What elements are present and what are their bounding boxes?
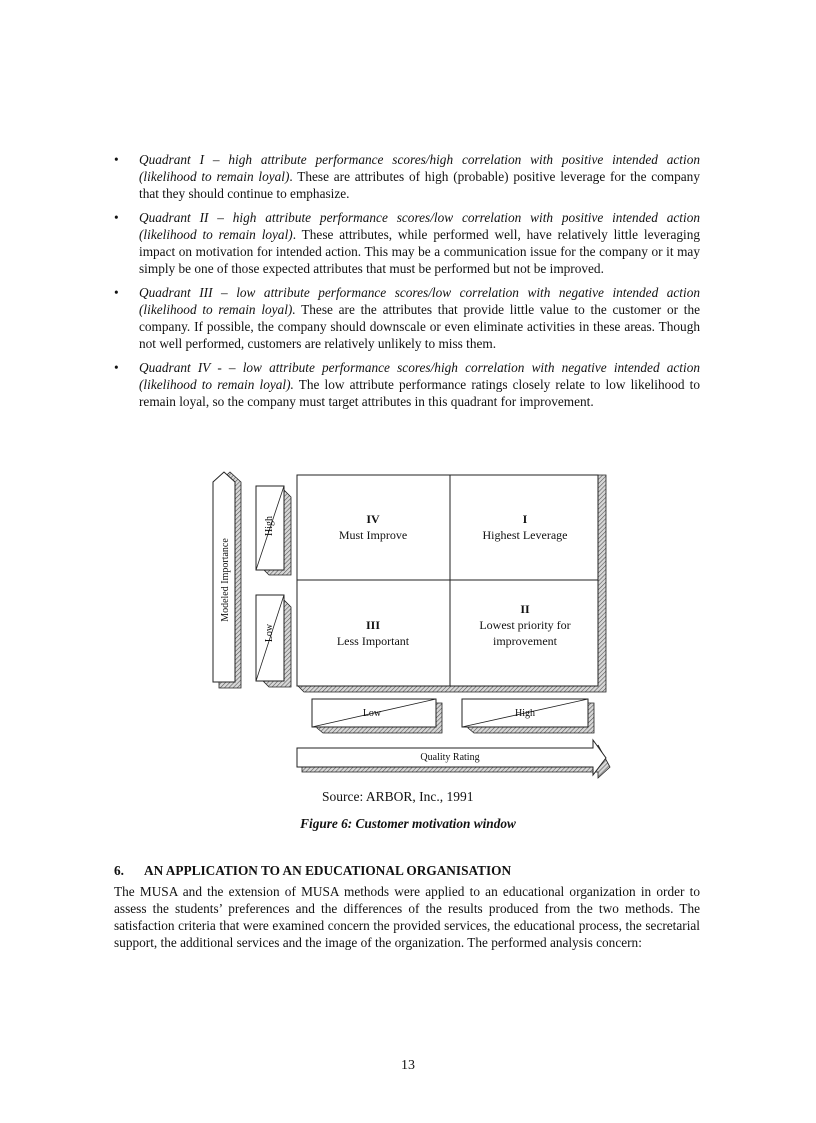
quality-rating-arrow (297, 740, 610, 778)
quadrant-ii-label-line1: Lowest priority for (479, 618, 571, 632)
y-low-box (256, 595, 291, 687)
x-low-label: Low (362, 708, 382, 719)
y-high-box (256, 486, 291, 575)
y-high-label: High (264, 516, 275, 536)
quadrant-i-numeral: I (522, 512, 528, 526)
x-high-label: High (515, 708, 535, 719)
section-number: 6. (114, 863, 124, 878)
bullet-quadrant-i (114, 151, 700, 202)
quadrant-bullet-list (114, 151, 700, 417)
bullet-quadrant-iii (114, 284, 700, 352)
bullet-lead: Quadrant II – high attribute performance scores/low correlation with positive intended action (likelihood to remain loyal) (139, 210, 700, 242)
y-low-label: Low (264, 623, 275, 643)
quadrant-ii-numeral: II (520, 602, 530, 616)
bullet-dot-icon: • (114, 152, 119, 167)
quadrant-ii-label-line2: improvement (493, 634, 557, 648)
figure-caption: Figure 6: Customer motivation window (300, 816, 516, 831)
quadrant-iii-label: Less Important (336, 634, 410, 648)
bullet-text: . These are attributes of high (probable) positive leverage for the company that they should continue to emphasize. (139, 169, 700, 201)
x-axis-label: Quality Rating (420, 752, 480, 763)
section-title: AN APPLICATION TO AN EDUCATIONAL ORGANISATION (144, 863, 512, 878)
section-body-paragraph: The MUSA and the extension of MUSA methods were applied to an educational organization in order to assess the students’ preferences and the differences of the results produced from the two methods. The satisfaction criteria that were examined concern the provided services, the educational process, the secretarial support, the additional services and the image of the organization. The performed analysis concern: (114, 884, 700, 950)
y-axis-label: Modeled Importance (220, 538, 231, 622)
x-low-box (312, 699, 442, 733)
bullet-dot-icon: • (114, 285, 119, 300)
page-number: 13 (401, 1058, 415, 1073)
section-heading (114, 863, 511, 879)
modeled-importance-arrow (213, 472, 241, 688)
customer-motivation-window-diagram (200, 470, 612, 780)
bullet-dot-icon: • (114, 210, 119, 225)
bullet-dot-icon: • (114, 360, 119, 375)
bullet-text: These are the attributes that provide little value to the customer or the company. If possible, the company should downscale or even eliminate activities in these areas. Though not well performed, customers are relatively unlikely to miss them. (139, 302, 700, 351)
bullet-lead: Quadrant III – low attribute performance scores/low correlation with negative intended action (likelihood to remain loyal). (139, 285, 700, 317)
quadrant-iii-numeral: III (365, 618, 381, 632)
bullet-text: . These attributes, while performed well, have relatively little leveraging impact on motivation for intended action. This may be a communication issue for the company or it may simply be one of those expected attributes that must be performed but not be improved. (139, 227, 700, 276)
bullet-quadrant-ii (114, 209, 700, 277)
quadrant-i-label: Highest Leverage (482, 528, 568, 542)
quadrant-grid (297, 475, 606, 692)
bullet-text: The low attribute performance ratings closely relate to low likelihood to remain loyal, so the company must target attributes in this quadrant for improvement. (139, 377, 701, 409)
bullet-quadrant-iv (114, 359, 700, 410)
quadrant-iv-numeral: IV (366, 512, 380, 526)
bullet-lead: Quadrant IV - – low attribute performance scores/high correlation with negative intended action (likelihood to remain loyal). (139, 360, 700, 392)
x-high-box (462, 699, 594, 733)
bullet-lead: Quadrant I – high attribute performance scores/high correlation with positive intended action (likelihood to remain loyal) (139, 152, 700, 184)
figure-source: Source: ARBOR, Inc., 1991 (322, 789, 474, 804)
quadrant-iv-label: Must Improve (338, 528, 408, 542)
